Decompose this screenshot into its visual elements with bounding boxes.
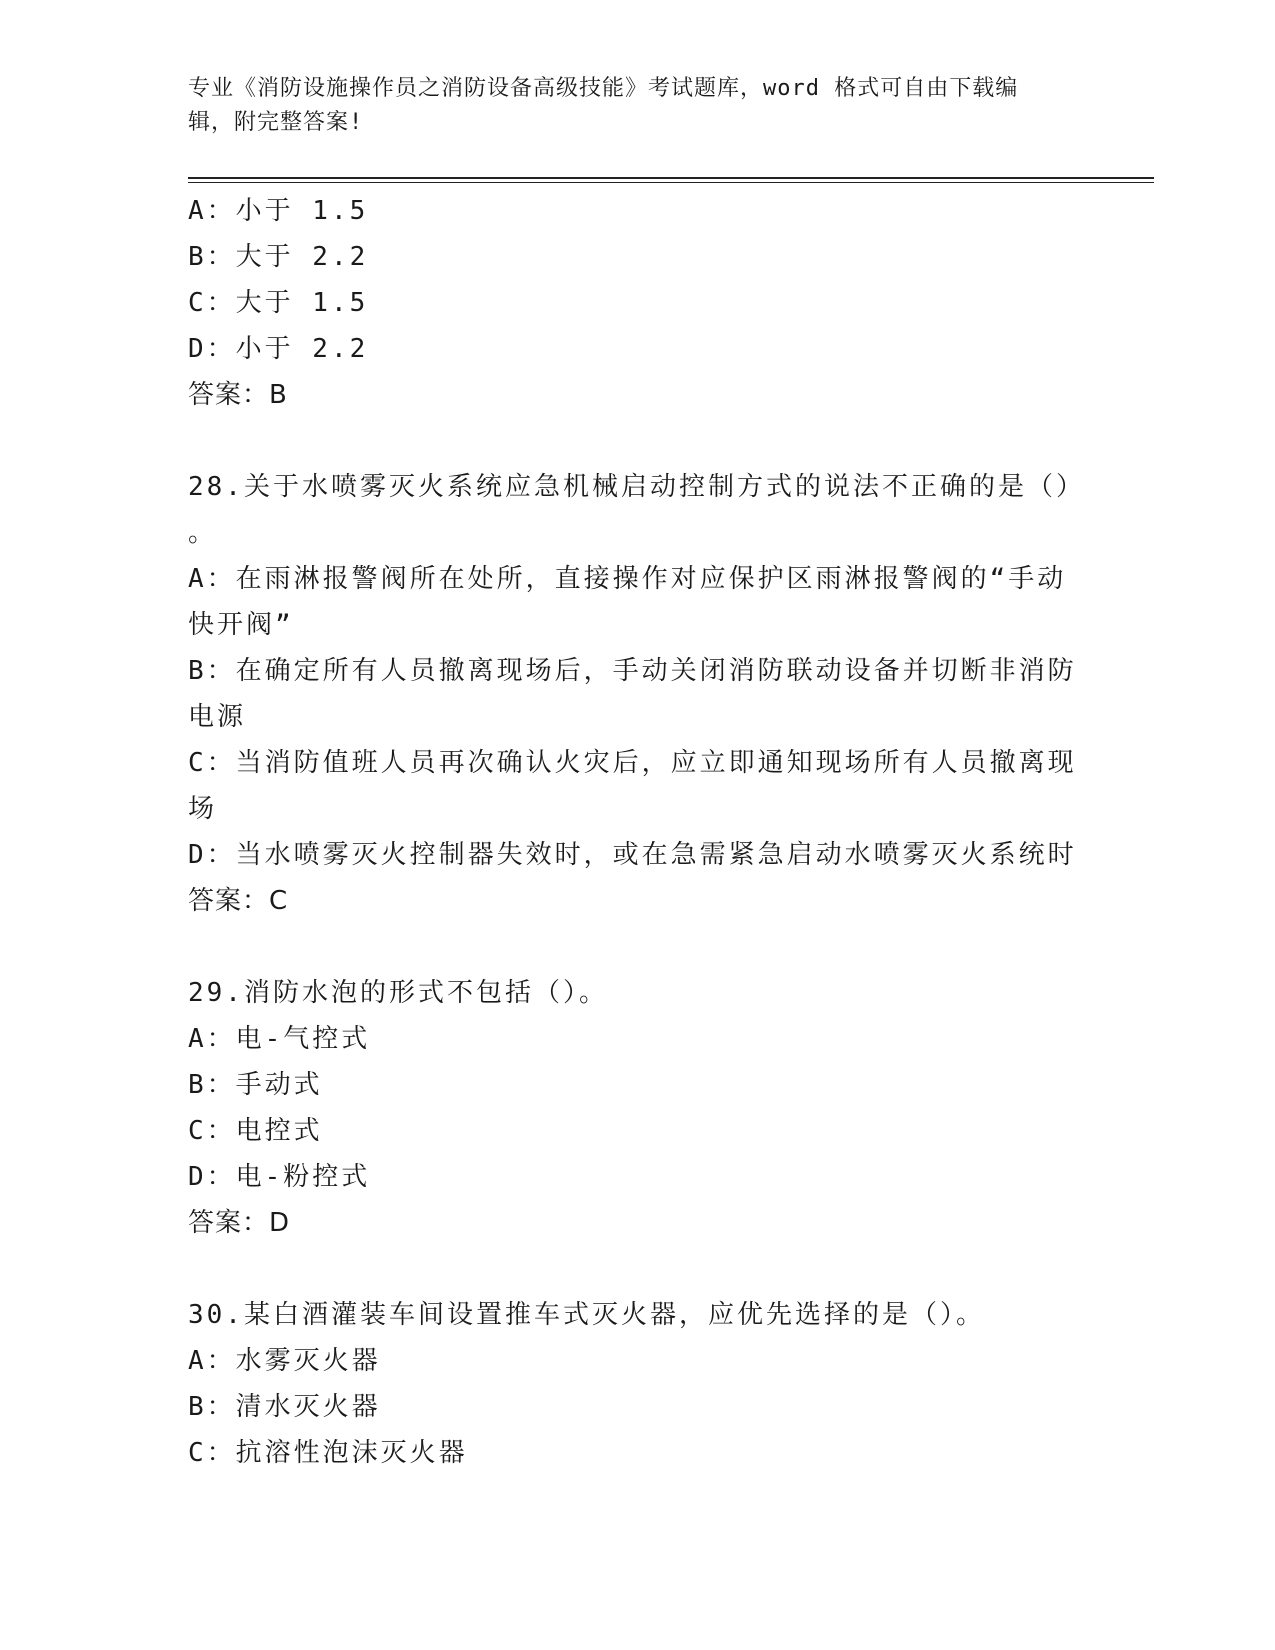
option-a-line-1: A：在雨淋报警阀所在处所，直接操作对应保护区雨淋报警阀的“手动: [188, 564, 1067, 594]
spacer: [188, 924, 1088, 970]
question-28-block: [188, 464, 1088, 924]
question-29-block: [188, 970, 1088, 1246]
document-header: [188, 72, 1068, 140]
option-b: B：清水灭火器: [188, 1392, 381, 1422]
option-d: D：小于 2.2: [188, 334, 369, 364]
header-divider-thin: [188, 182, 1154, 183]
option-a-line-2: 快开阀”: [188, 610, 294, 640]
option-d: D：当水喷雾灭火控制器失效时，或在急需紧急启动水喷雾灭火系统时: [188, 840, 1077, 870]
header-divider-thick: [188, 177, 1154, 179]
option-d: D：电-粉控式: [188, 1162, 371, 1192]
answer-line: 答案：C: [188, 886, 289, 916]
option-a: A：水雾灭火器: [188, 1346, 381, 1376]
question-text: 29.消防水泡的形式不包括（）。: [188, 978, 608, 1008]
question-text-line-1: 28.关于水喷雾灭火系统应急机械启动控制方式的说法不正确的是（）: [188, 472, 1085, 502]
option-c-line-1: C：当消防值班人员再次确认火灾后，应立即通知现场所有人员撤离现: [188, 748, 1077, 778]
option-a: A：电-气控式: [188, 1024, 371, 1054]
option-b: B：手动式: [188, 1070, 323, 1100]
option-c-line-2: 场: [188, 794, 218, 824]
option-a: A：小于 1.5: [188, 196, 369, 226]
option-c: C：大于 1.5: [188, 288, 369, 318]
answer-line: 答案：D: [188, 1208, 291, 1238]
question-text-line-2: 。: [188, 518, 218, 548]
question-content: [188, 188, 1088, 1476]
spacer: [188, 1246, 1088, 1292]
question-30-block: [188, 1292, 1088, 1476]
header-line-2: 辑，附完整答案!: [188, 110, 364, 135]
option-b-line-2: 电源: [188, 702, 247, 732]
spacer: [188, 418, 1088, 464]
question-text: 30.某白酒灌装车间设置推车式灭火器，应优先选择的是（）。: [188, 1300, 985, 1330]
header-line-1: 专业《消防设施操作员之消防设备高级技能》考试题库，word 格式可自由下载编: [188, 76, 1019, 101]
option-c: C：抗溶性泡沫灭火器: [188, 1438, 468, 1468]
question-27-block: [188, 188, 1088, 418]
answer-line: 答案：B: [188, 380, 288, 410]
option-c: C：电控式: [188, 1116, 323, 1146]
option-b-line-1: B：在确定所有人员撤离现场后，手动关闭消防联动设备并切断非消防: [188, 656, 1077, 686]
option-b: B：大于 2.2: [188, 242, 369, 272]
